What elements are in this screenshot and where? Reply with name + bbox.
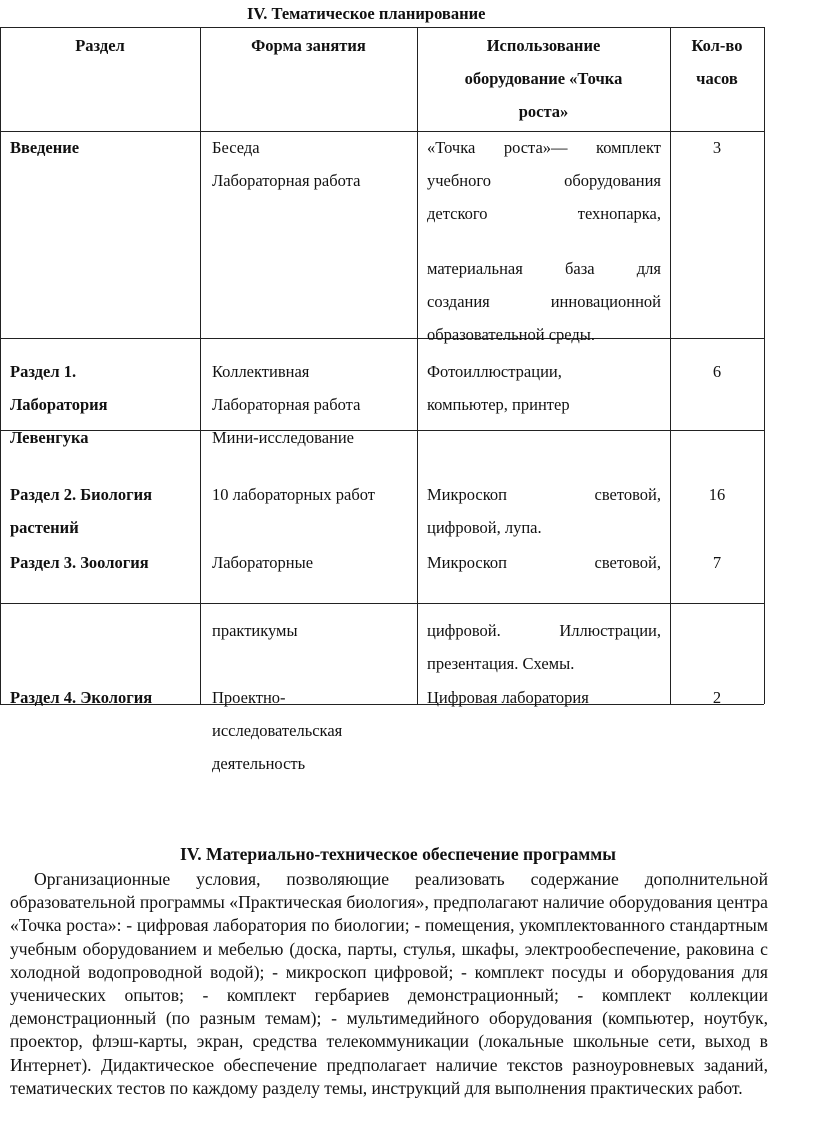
equipment-word: создания bbox=[427, 292, 490, 311]
equipment-word: технопарка, bbox=[577, 204, 661, 223]
row-form: Коллективная bbox=[212, 362, 310, 381]
header-equipment: оборудование «Точка bbox=[464, 69, 623, 88]
equipment-line bbox=[427, 171, 661, 191]
row-form: Лабораторная работа bbox=[212, 395, 361, 414]
header-hours: Кол-во bbox=[691, 36, 743, 55]
equipment-word: Микроскоп bbox=[427, 485, 508, 504]
table-header-divider bbox=[0, 131, 764, 132]
header-hours: часов bbox=[696, 69, 738, 88]
equipment-line bbox=[427, 138, 661, 158]
row-equipment bbox=[427, 138, 661, 158]
table-row-divider bbox=[0, 603, 764, 604]
table-row-divider bbox=[0, 430, 764, 431]
row-hours: 16 bbox=[708, 485, 726, 504]
row-equipment bbox=[427, 621, 661, 641]
row-section: Раздел 1. bbox=[10, 362, 77, 381]
row-form: деятельность bbox=[212, 754, 306, 773]
equipment-line bbox=[427, 553, 661, 573]
row-form: практикумы bbox=[212, 621, 298, 640]
row-hours: 6 bbox=[712, 362, 722, 381]
row-section: Раздел 3. Зоология bbox=[10, 553, 149, 572]
equipment-line bbox=[427, 621, 661, 641]
header-section: Раздел bbox=[75, 36, 125, 55]
row-section: Лаборатория bbox=[10, 395, 108, 414]
equipment-word: роста»— bbox=[503, 138, 568, 157]
row-form: исследовательская bbox=[212, 721, 343, 740]
row-section: Раздел 4. Экология bbox=[10, 688, 153, 707]
row-section: Введение bbox=[10, 138, 80, 157]
equipment-word: база bbox=[565, 259, 595, 278]
row-form: Беседа bbox=[212, 138, 260, 157]
row-hours: 7 bbox=[712, 553, 722, 572]
row-equipment: Фотоиллюстрации, bbox=[427, 362, 562, 381]
row-equipment bbox=[427, 204, 661, 224]
row-section: Левенгука bbox=[10, 428, 89, 447]
equipment-word: Микроскоп bbox=[427, 553, 508, 572]
equipment-word: оборудования bbox=[564, 171, 661, 190]
table-top-border bbox=[0, 27, 764, 28]
table-row-divider bbox=[0, 338, 764, 339]
equipment-line bbox=[427, 259, 661, 279]
row-section: растений bbox=[10, 518, 79, 537]
row-equipment: Цифровая лаборатория bbox=[427, 688, 589, 707]
table-right-border bbox=[764, 27, 765, 704]
equipment-word: световой, bbox=[594, 553, 661, 572]
equipment-word: для bbox=[636, 259, 661, 278]
equipment-word: комплект bbox=[596, 138, 661, 157]
equipment-word: детского bbox=[427, 204, 488, 223]
row-form: Лабораторные bbox=[212, 553, 314, 572]
row-equipment: цифровой, лупа. bbox=[427, 518, 542, 537]
equipment-word: «Точка bbox=[427, 138, 476, 157]
row-form: Мини-исследование bbox=[212, 428, 354, 447]
row-form: Проектно- bbox=[212, 688, 286, 707]
row-equipment: образовательной среды. bbox=[427, 325, 595, 344]
section-title: IV. Тематическое планирование bbox=[247, 4, 486, 23]
equipment-word: учебного bbox=[427, 171, 491, 190]
table-col-divider bbox=[417, 27, 418, 704]
row-section: Раздел 2. Биология bbox=[10, 485, 153, 504]
row-equipment: презентация. Схемы. bbox=[427, 654, 575, 673]
equipment-line bbox=[427, 485, 661, 505]
equipment-word: световой, bbox=[594, 485, 661, 504]
row-equipment bbox=[427, 171, 661, 191]
row-form: 10 лабораторных работ bbox=[212, 485, 375, 504]
row-equipment bbox=[427, 485, 661, 505]
row-equipment: компьютер, принтер bbox=[427, 395, 570, 414]
material-title: IV. Материально-техническое обеспечение программы bbox=[179, 844, 617, 864]
equipment-line bbox=[427, 292, 661, 312]
header-equipment: Использование bbox=[486, 36, 601, 55]
row-equipment bbox=[427, 292, 661, 312]
equipment-word: Иллюстрации, bbox=[559, 621, 661, 640]
table-left-border bbox=[0, 27, 1, 704]
equipment-line bbox=[427, 204, 661, 224]
material-paragraph: Организационные условия, позволяющие реализовать содержание дополнительной образовательной программы «Практическая биология», предполагают наличие оборудования центра «Точка роста»: - цифровая лаборатория по биологии; - помещения, укомплектованного стандартным учебным оборудованием и мебелью (доска, парты, стулья, шкафы, электрообеспечение, раковина с холодной водопроводной водой); - микроскоп цифровой; - комплект посуды и оборудования для ученических опытов; - комплект гербариев демонстрационный; - комплект коллекции демонстрационный (по разным темам); - мультимедийного оборудования (компьютер, ноутбук, проектор, флэш-карты, экран, средства телекоммуникации (локальные школьные сети, выход в Интернет). Дидактическое обеспечение предполагает наличие текстов разноуровневых заданий, тематических тестов по каждому разделу темы, инструкций для выполнения практических работ. bbox=[10, 869, 768, 1098]
row-hours: 3 bbox=[712, 138, 722, 157]
equipment-word: инновационной bbox=[550, 292, 661, 311]
row-equipment bbox=[427, 259, 661, 279]
row-form: Лабораторная работа bbox=[212, 171, 361, 190]
row-equipment bbox=[427, 553, 661, 573]
table-col-divider bbox=[200, 27, 201, 704]
row-hours: 2 bbox=[712, 688, 722, 707]
equipment-word: материальная bbox=[427, 259, 523, 278]
header-equipment: роста» bbox=[518, 102, 569, 121]
equipment-word: цифровой. bbox=[427, 621, 501, 640]
header-form: Форма занятия bbox=[251, 36, 366, 55]
